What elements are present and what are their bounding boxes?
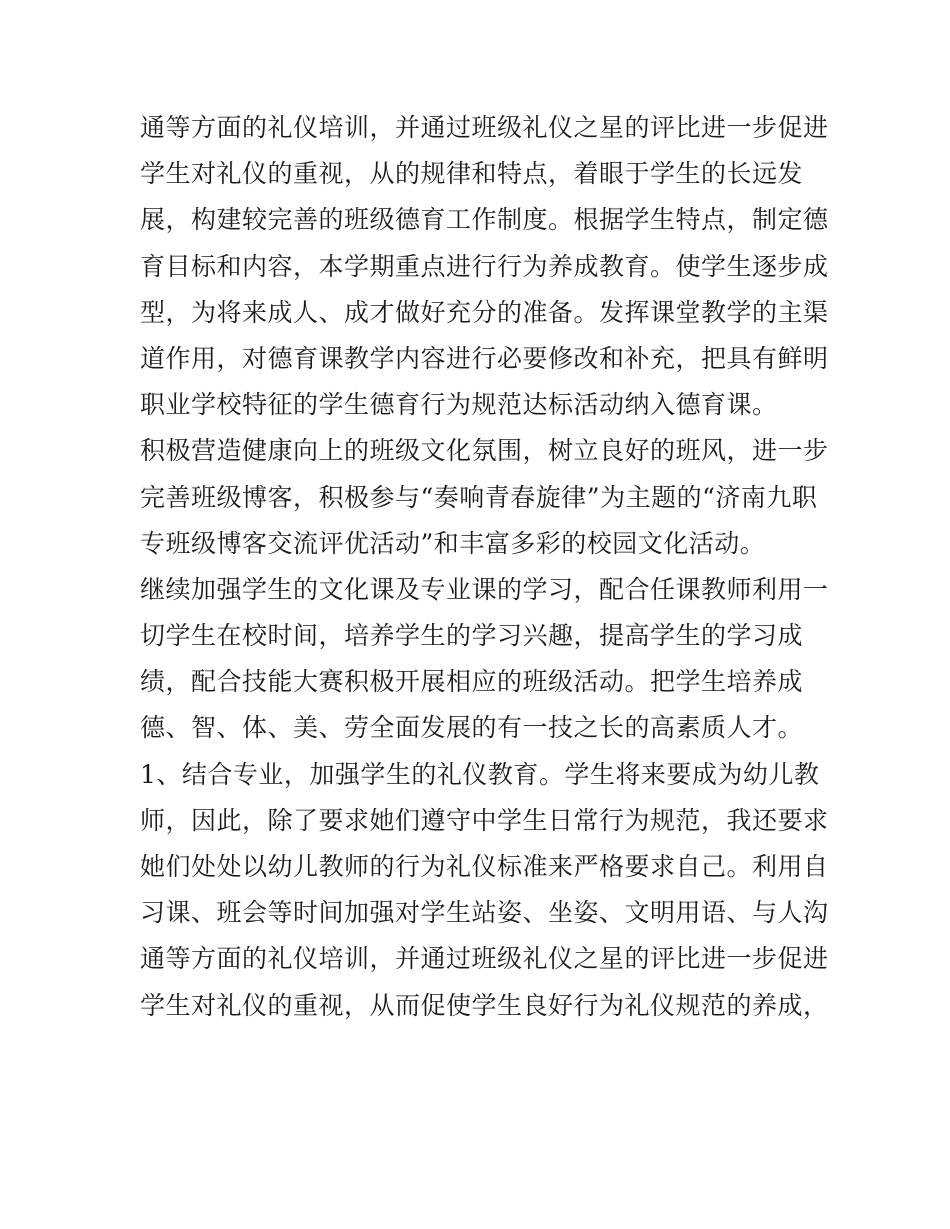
- text-line: 型，为将来成人、成才做好充分的准备。发挥课堂教学的主渠: [140, 297, 829, 327]
- text-line: 完善班级博客，积极参与“奏响青春旋律”为主题的“济南九职: [140, 482, 818, 512]
- text-line: 通等方面的礼仪培训，并通过班级礼仪之星的评比进一步促进: [140, 113, 829, 142]
- text-line: 道作用，对德育课教学内容进行必要修改和补充，把具有鲜明: [140, 343, 829, 373]
- text-line: 继续加强学生的文化课及专业课的学习，配合任课教师利用一: [140, 574, 829, 604]
- text-line: 积极营造健康向上的班级文化氛围，树立良好的班风，进一步: [140, 436, 829, 466]
- text-line: 切学生在校时间，培养学生的学习兴趣，提高学生的学习成: [140, 621, 804, 651]
- text-line: 她们处处以幼儿教师的行为礼仪标准来严格要求自己。利用自: [140, 852, 829, 881]
- text-line: 学生对礼仪的重视，从而促使学生良好行为礼仪规范的养成，: [140, 990, 829, 1020]
- text-line: 绩，配合技能大赛积极开展相应的班级活动。把学生培养成: [140, 667, 804, 697]
- text-line: 师，因此，除了要求她们遵守中学生日常行为规范，我还要求: [140, 805, 829, 835]
- text-line: 展，构建较完善的班级德育工作制度。根据学生特点，制定德: [140, 205, 829, 235]
- text-line: 学生对礼仪的重视，从的规律和特点，着眼于学生的长远发: [140, 159, 804, 189]
- text-line: 通等方面的礼仪培训，并通过班级礼仪之星的评比进一步促进: [140, 944, 829, 974]
- text-line: 职业学校特征的学生德育行为规范达标活动纳入德育课。: [140, 390, 778, 420]
- text-line: 育目标和内容，本学期重点进行行为养成教育。使学生逐步成: [140, 251, 829, 281]
- text-line: 专班级博客交流评优活动”和丰富多彩的校园文化活动。: [140, 528, 766, 558]
- body-text: [140, 105, 829, 1029]
- text-line: 1、结合专业，加强学生的礼仪教育。学生将来要成为幼儿教: [140, 759, 820, 789]
- text-line: 习课、班会等时间加强对学生站姿、坐姿、文明用语、与人沟: [140, 898, 829, 928]
- text-line: 德、智、体、美、劳全面发展的有一技之长的高素质人才。: [140, 713, 804, 743]
